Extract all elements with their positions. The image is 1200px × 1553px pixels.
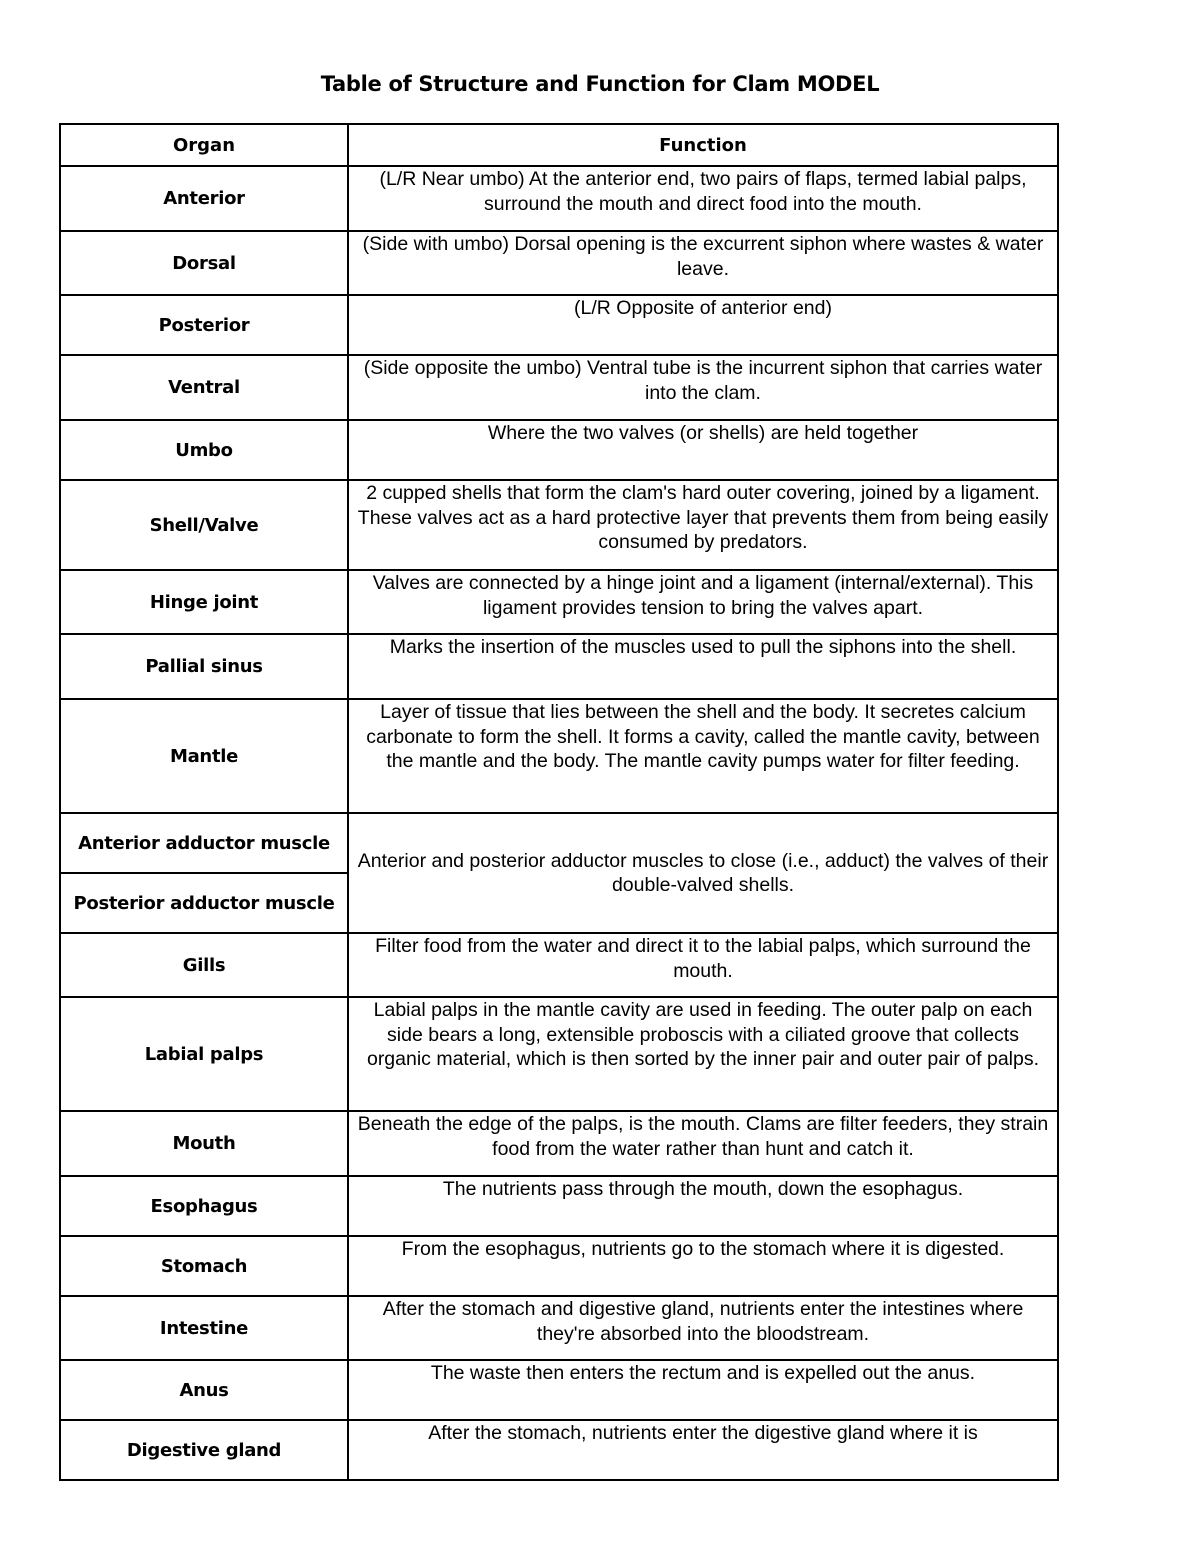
- function-cell: (L/R Near umbo) At the anterior end, two pairs of flaps, termed labial palps, surround the mouth and direct food into the mouth.: [348, 166, 1058, 231]
- organ-cell: Mantle: [60, 699, 348, 813]
- table-row: [60, 570, 1058, 634]
- organ-cell: Posterior: [60, 295, 348, 355]
- organ-cell: Dorsal: [60, 231, 348, 295]
- function-cell: 2 cupped shells that form the clam's hard outer covering, joined by a ligament. These valves act as a hard protective layer that prevents them from being easily consumed by predators.: [348, 480, 1058, 570]
- function-cell: After the stomach, nutrients enter the digestive gland where it is: [348, 1420, 1058, 1480]
- organ-cell: Hinge joint: [60, 570, 348, 634]
- organ-cell: Stomach: [60, 1236, 348, 1296]
- column-header-function: Function: [348, 124, 1058, 166]
- organ-cell: Anus: [60, 1360, 348, 1420]
- table-row: [60, 813, 1058, 873]
- function-cell: The nutrients pass through the mouth, down the esophagus.: [348, 1176, 1058, 1236]
- table-row: [60, 997, 1058, 1111]
- function-cell-merged: Anterior and posterior adductor muscles to close (i.e., adduct) the valves of their double-valved shells.: [348, 813, 1058, 933]
- table-row: [60, 1236, 1058, 1296]
- organ-cell: Mouth: [60, 1111, 348, 1176]
- organ-cell: Intestine: [60, 1296, 348, 1360]
- table-row: [60, 1360, 1058, 1420]
- function-cell: (L/R Opposite of anterior end): [348, 295, 1058, 355]
- table-row: [60, 634, 1058, 699]
- table-row: [60, 231, 1058, 295]
- organ-cell: Gills: [60, 933, 348, 997]
- table-row: [60, 699, 1058, 813]
- function-cell: Valves are connected by a hinge joint and a ligament (internal/external). This ligament provides tension to bring the valves apart.: [348, 570, 1058, 634]
- organ-cell: Umbo: [60, 420, 348, 480]
- table-row: [60, 1111, 1058, 1176]
- structure-function-table: [59, 123, 1059, 1481]
- organ-cell: Anterior: [60, 166, 348, 231]
- table-row: [60, 1176, 1058, 1236]
- function-cell: Marks the insertion of the muscles used to pull the siphons into the shell.: [348, 634, 1058, 699]
- organ-cell: Posterior adductor muscle: [60, 873, 348, 933]
- table-row: [60, 355, 1058, 420]
- organ-cell: Labial palps: [60, 997, 348, 1111]
- table-row: [60, 1296, 1058, 1360]
- organ-cell: Digestive gland: [60, 1420, 348, 1480]
- table-row: [60, 1420, 1058, 1480]
- function-cell: Beneath the edge of the palps, is the mouth. Clams are filter feeders, they strain food from the water rather than hunt and catch it.: [348, 1111, 1058, 1176]
- function-cell: Where the two valves (or shells) are held together: [348, 420, 1058, 480]
- organ-cell: Shell/Valve: [60, 480, 348, 570]
- function-cell: Filter food from the water and direct it to the labial palps, which surround the mouth.: [348, 933, 1058, 997]
- table-row: [60, 295, 1058, 355]
- table-header-row: [60, 124, 1058, 166]
- function-cell: From the esophagus, nutrients go to the stomach where it is digested.: [348, 1236, 1058, 1296]
- page-title: Table of Structure and Function for Clam MODEL: [320, 72, 880, 96]
- function-cell: After the stomach and digestive gland, nutrients enter the intestines where they're absorbed into the bloodstream.: [348, 1296, 1058, 1360]
- organ-cell: Esophagus: [60, 1176, 348, 1236]
- organ-cell: Ventral: [60, 355, 348, 420]
- function-cell: Layer of tissue that lies between the shell and the body. It secretes calcium carbonate to form the shell. It forms a cavity, called the mantle cavity, between the mantle and the body. The mantle cavity pumps water for filter feeding.: [348, 699, 1058, 813]
- organ-cell: Anterior adductor muscle: [60, 813, 348, 873]
- function-cell: (Side opposite the umbo) Ventral tube is the incurrent siphon that carries water into the clam.: [348, 355, 1058, 420]
- table-row: [60, 166, 1058, 231]
- function-cell: (Side with umbo) Dorsal opening is the excurrent siphon where wastes & water leave.: [348, 231, 1058, 295]
- organ-cell: Pallial sinus: [60, 634, 348, 699]
- table-row: [60, 933, 1058, 997]
- table-row: [60, 480, 1058, 570]
- column-header-organ: Organ: [60, 124, 348, 166]
- function-cell: The waste then enters the rectum and is expelled out the anus.: [348, 1360, 1058, 1420]
- table-row: [60, 420, 1058, 480]
- function-cell: Labial palps in the mantle cavity are used in feeding. The outer palp on each side bears a long, extensible proboscis with a ciliated groove that collects organic material, which is then sorted by the inner pair and outer pair of palps.: [348, 997, 1058, 1111]
